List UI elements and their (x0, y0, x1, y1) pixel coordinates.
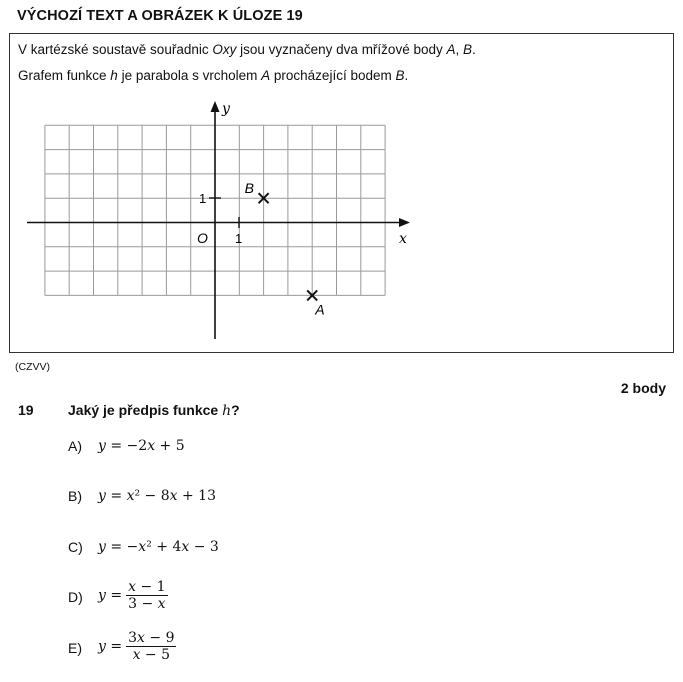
intro-text: Grafem funkce (18, 68, 111, 83)
option-formula (98, 630, 176, 663)
intro-function-h: h (110, 68, 118, 83)
intro-oxy: Oxy (212, 42, 237, 57)
intro-text: je parabola s vrcholem (117, 68, 262, 83)
option-letter: B) (68, 488, 82, 504)
fraction (126, 579, 167, 612)
option-formula: y = −x² + 4x − 3 (98, 539, 219, 555)
option-letter: C) (68, 539, 83, 555)
formula-lhs: y = (98, 638, 123, 655)
source-label: (CZVV) (15, 361, 50, 373)
y-tick-label: 1 (199, 191, 207, 206)
intro-text: jsou vyznačeny dva mřížové body (236, 42, 447, 57)
option-letter: A) (68, 438, 82, 454)
option-letter: D) (68, 589, 83, 605)
fraction (126, 630, 176, 663)
option-formula: y = x² − 8x + 13 (98, 488, 216, 504)
intro-text: V kartézské soustavě souřadnic (18, 42, 213, 57)
x-axis-arrow (399, 218, 410, 227)
point-b-label: B (244, 180, 254, 197)
formula-lhs: y = (98, 587, 123, 604)
intro-point-b: B (395, 68, 405, 83)
intro-point-b: B (463, 42, 473, 57)
intro-text: . (404, 68, 409, 83)
intro-point-a: A (446, 42, 456, 57)
fraction-denominator: x − 5 (132, 647, 171, 663)
intro-point-a: A (261, 68, 271, 83)
intro-box (9, 33, 674, 353)
question-var: h (222, 403, 232, 419)
question-text-main: Jaký je předpis funkce (68, 402, 223, 418)
y-axis-label: y (222, 101, 230, 117)
points-label: 2 body (620, 380, 666, 396)
fraction-numerator: x − 1 (128, 579, 166, 595)
origin-label: O (197, 230, 208, 246)
question-end: ? (231, 402, 240, 418)
question-text (68, 402, 240, 419)
intro-line-2 (18, 68, 408, 83)
intro-line-1 (18, 42, 476, 57)
coordinate-graph (10, 96, 672, 351)
fraction-numerator: 3x − 9 (128, 630, 175, 646)
option-letter: E) (68, 640, 82, 656)
y-axis-arrow (211, 101, 220, 112)
fraction-denominator: 3 − x (128, 596, 166, 612)
option-formula: y = −2x + 5 (98, 438, 185, 454)
x-axis-label: x (399, 231, 407, 247)
page-heading: VÝCHOZÍ TEXT A OBRÁZEK K ÚLOZE 19 (17, 8, 303, 24)
intro-text: . (472, 42, 476, 57)
question-number: 19 (18, 402, 34, 418)
option-formula (98, 579, 168, 612)
intro-text: procházející bodem (270, 68, 396, 83)
intro-text: , (455, 42, 464, 57)
point-a-label: A (315, 301, 325, 318)
x-tick-label: 1 (235, 231, 243, 246)
